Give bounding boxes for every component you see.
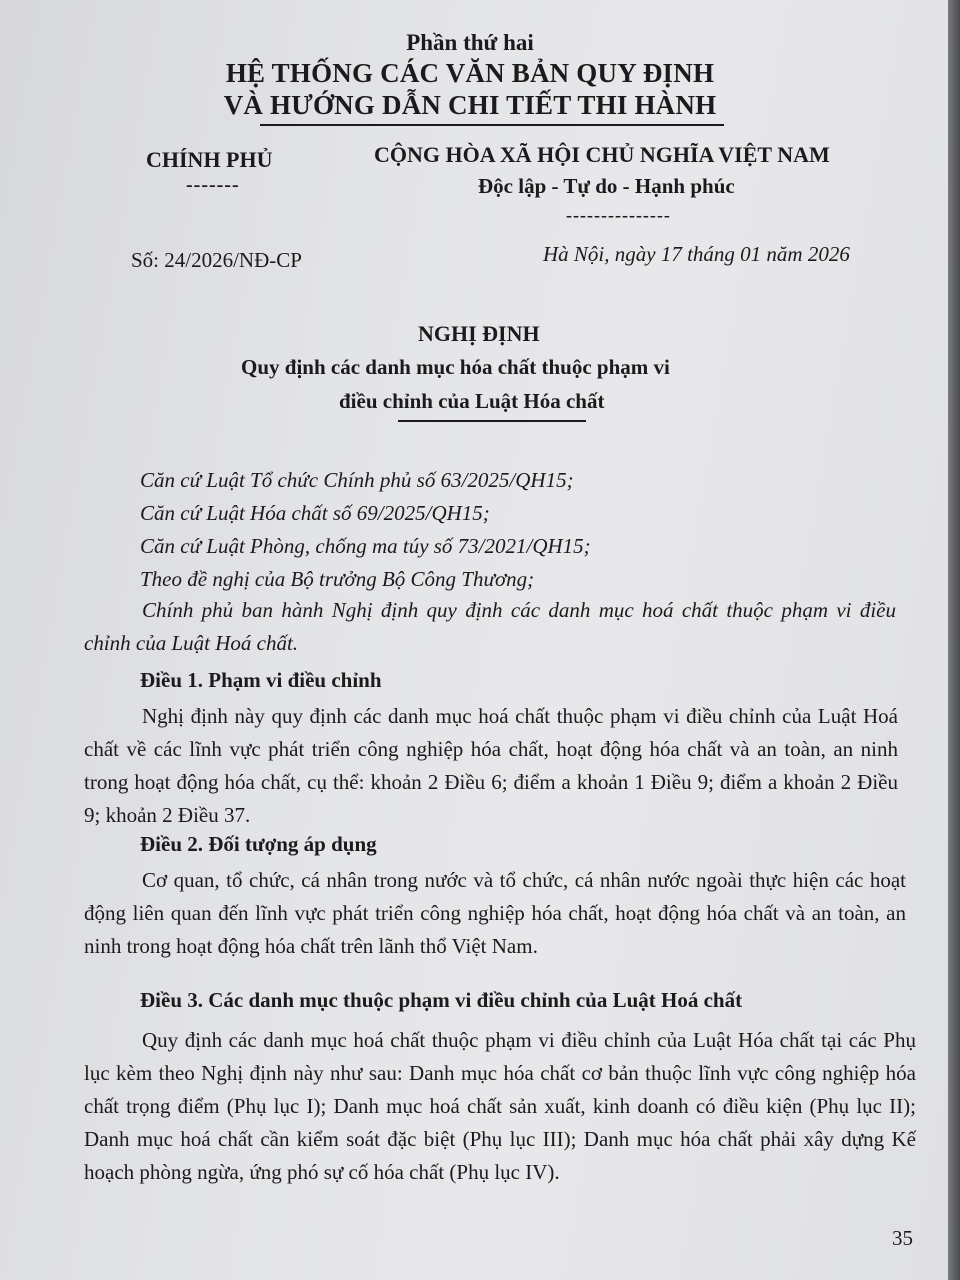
national-title: CỘNG HÒA XÃ HỘI CHỦ NGHĨA VIỆT NAM [374, 142, 830, 167]
legal-basis-1: Căn cứ Luật Tổ chức Chính phủ số 63/2025/QH15; [140, 468, 574, 492]
issuer-name: CHÍNH PHỦ [146, 147, 273, 172]
document-subject-line1: Quy định các danh mục hóa chất thuộc phạm vi [241, 355, 670, 379]
issuer-separator: ------- [186, 174, 240, 196]
document-type: NGHỊ ĐỊNH [418, 321, 540, 346]
legal-basis-2: Căn cứ Luật Hóa chất số 69/2025/QH15; [140, 501, 490, 525]
place-date: Hà Nội, ngày 17 tháng 01 năm 2026 [543, 242, 850, 266]
article-3-title: Điều 3. Các danh mục thuộc phạm vi điều chỉnh của Luật Hoá chất [140, 988, 743, 1012]
article-1-body: Nghị định này quy định các danh mục hoá chất thuộc phạm vi điều chỉnh của Luật Hoá chất về các lĩnh vực phát triển công nghiệp hóa chất, hoạt động hóa chất và an toàn, an ninh trong hoạt động hóa chất, cụ thể: khoản 2 Điều 6; điểm a khoản 1 Điều 9; điểm a khoản 2 Điều 9; khoản 2 Điều 37. [84, 704, 898, 827]
document-number: Số: 24/2026/NĐ-CP [131, 248, 302, 272]
book-edge [948, 0, 960, 1280]
document-subject-line2: điều chỉnh của Luật Hóa chất [339, 389, 605, 413]
section-title-line1: HỆ THỐNG CÁC VĂN BẢN QUY ĐỊNH [225, 58, 715, 88]
enactment-clause: Chính phủ ban hành Nghị định quy định các danh mục hoá chất thuộc phạm vi điều chỉnh của Luật Hoá chất. [84, 598, 896, 655]
subject-underline [398, 420, 586, 422]
legal-basis-4: Theo đề nghị của Bộ trưởng Bộ Công Thương; [140, 567, 535, 591]
section-title-line2: VÀ HƯỚNG DẪN CHI TIẾT THI HÀNH [223, 90, 717, 120]
article-2-title: Điều 2. Đối tượng áp dụng [140, 832, 377, 856]
national-motto: Độc lập - Tự do - Hạnh phúc [478, 174, 735, 198]
part-label: Phần thứ hai [406, 30, 534, 55]
article-2-body: Cơ quan, tổ chức, cá nhân trong nước và tổ chức, cá nhân nước ngoài thực hiện các hoạt động liên quan đến lĩnh vực phát triển công nghiệp hóa chất, hoạt động hóa chất và an toàn, an ninh trong hoạt động hóa chất trên lãnh thổ Việt Nam. [84, 868, 906, 958]
title-underline [260, 124, 724, 126]
page-number: 35 [892, 1226, 913, 1250]
article-1-title: Điều 1. Phạm vi điều chỉnh [140, 668, 382, 692]
legal-basis-3: Căn cứ Luật Phòng, chống ma túy số 73/2021/QH15; [140, 534, 591, 558]
motto-separator: --------------- [566, 205, 671, 225]
article-3-body: Quy định các danh mục hoá chất thuộc phạm vi điều chỉnh của Luật Hóa chất tại các Phụ lục kèm theo Nghị định này như sau: Danh mục hóa chất cơ bản thuộc lĩnh vực công nghiệp hóa chất trọng điểm (Phụ lục I); Danh mục hoá chất sản xuất, kinh doanh có điều kiện (Phụ lục II); Danh mục hoá chất cần kiểm soát đặc biệt (Phụ lục III); Danh mục hóa chất phải xây dựng Kế hoạch phòng ngừa, ứng phó sự cố hóa chất (Phụ lục IV). [84, 1028, 916, 1184]
